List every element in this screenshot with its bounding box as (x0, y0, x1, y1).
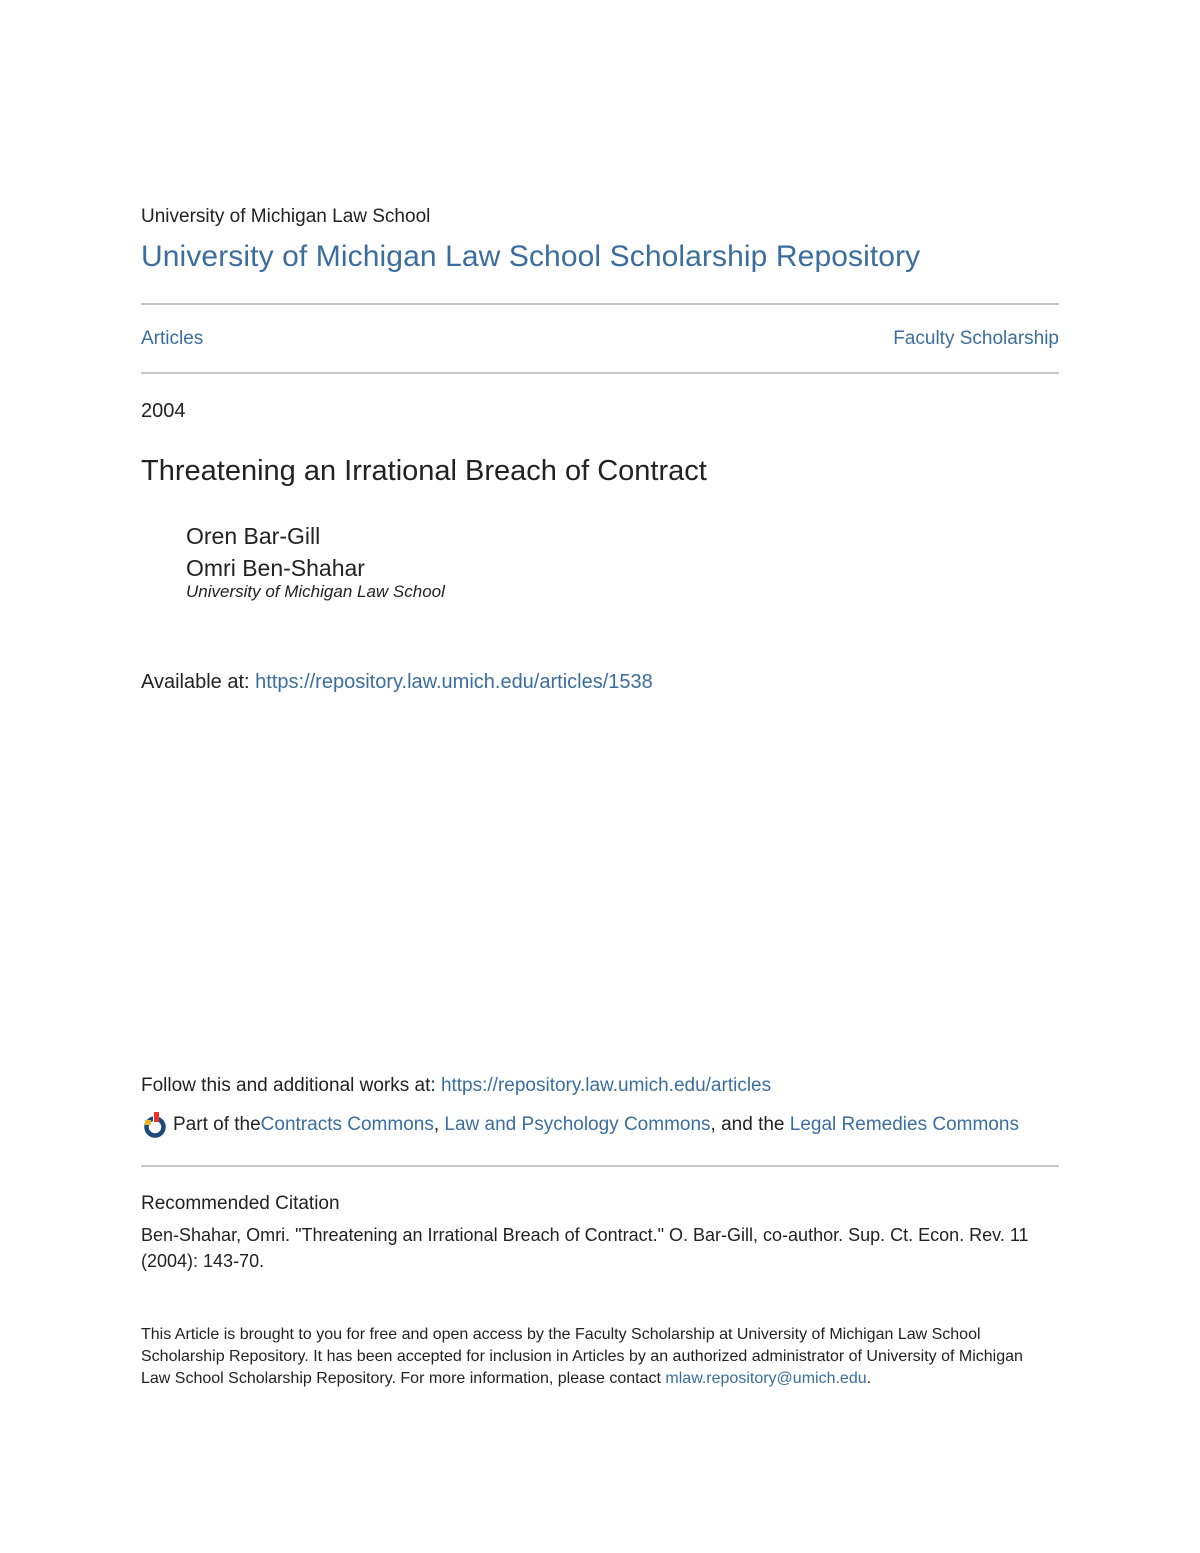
part-of-commons (141, 1110, 1019, 1140)
legal-remedies-commons-link[interactable]: Legal Remedies Commons (789, 1114, 1019, 1135)
institution-name: University of Michigan Law School (141, 206, 431, 227)
author-list (186, 520, 445, 602)
available-at (141, 671, 653, 694)
articles-link[interactable]: Articles (141, 328, 204, 349)
footer-notice (141, 1324, 1031, 1390)
publication-year: 2004 (141, 400, 186, 422)
faculty-scholarship-link[interactable]: Faculty Scholarship (893, 328, 1059, 349)
part-of-separator: , and the (710, 1114, 790, 1135)
author-name: Oren Bar-Gill (186, 523, 321, 549)
author-affiliation: University of Michigan Law School (186, 582, 445, 601)
contracts-commons-link[interactable]: Contracts Commons (260, 1114, 434, 1135)
nav-divider (141, 372, 1059, 374)
footer-text: This Article is brought to you for free and open access by the Faculty Scholarship at University of Michigan Law School Scholarship Repository. It has been accepted for inclusion in Articles by an authorized administrator of University of Michigan Law School Scholarship Repository. For more information, please contact (141, 1326, 1023, 1387)
part-of-prefix: Part of the (173, 1114, 261, 1135)
footer-end: . (866, 1370, 872, 1387)
article-url-link[interactable]: https://repository.law.umich.edu/articles/1538 (255, 671, 653, 693)
available-label: Available at: (141, 671, 256, 693)
citation-divider (141, 1165, 1059, 1167)
contact-email-link[interactable]: mlaw.repository@umich.edu (665, 1370, 867, 1387)
author-name: Omri Ben-Shahar (186, 555, 365, 581)
network-logo-icon (141, 1110, 169, 1140)
citation-heading: Recommended Citation (141, 1193, 340, 1214)
follow-label: Follow this and additional works at: (141, 1075, 441, 1096)
article-title: Threatening an Irrational Breach of Contract (141, 455, 707, 487)
top-divider (141, 303, 1059, 305)
articles-url-link[interactable]: https://repository.law.umich.edu/articles (440, 1075, 772, 1096)
law-psychology-commons-link[interactable]: Law and Psychology Commons (444, 1114, 711, 1135)
part-of-separator: , (433, 1114, 445, 1135)
follow-works (141, 1075, 771, 1097)
citation-text: Ben-Shahar, Omri. "Threatening an Irrational Breach of Contract." O. Bar-Gill, co-author. Sup. Ct. Econ. Rev. 11 (2004): 143-70. (141, 1225, 1029, 1271)
repository-title-link[interactable]: University of Michigan Law School Scholarship Repository (141, 240, 921, 273)
